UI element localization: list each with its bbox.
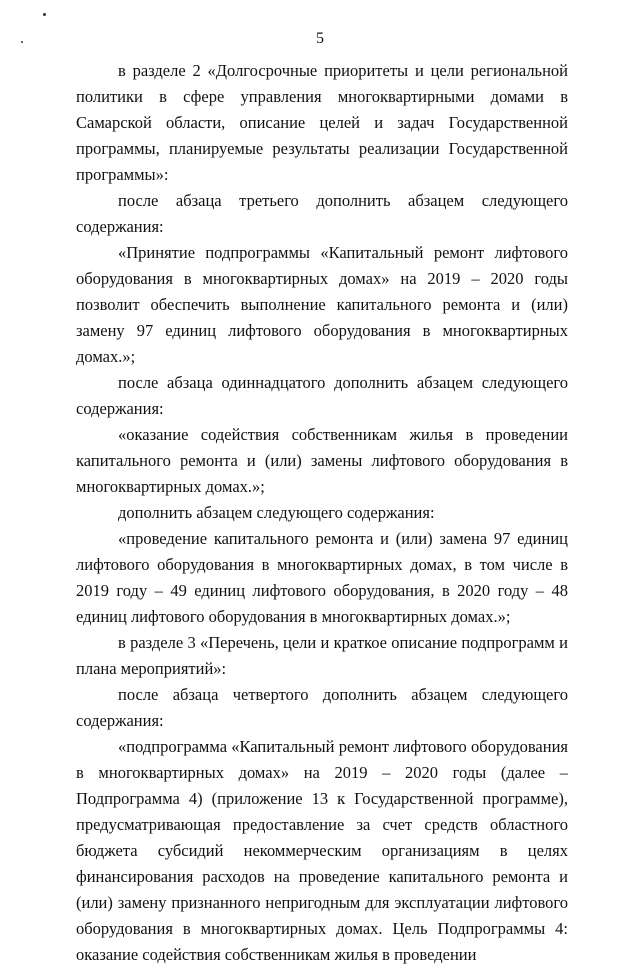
paragraph: «подпрограмма «Капитальный ремонт лифтового оборудования в многоквартирных домах» на 2019 – 2020 годы (далее – Подпрограмма 4) (приложение 13 к Государственной программе), предусматривающая предоставление за счет средств областного бюджета субсидий некоммерческим организациям в целях финансирования расходов на проведение капитального ремонта и (или) замену признанного непригодным для эксплуатации лифтового оборудования в многоквартирных домах. Цель Подпрограммы 4: оказание содействия собственникам жилья в проведении bbox=[76, 737, 568, 964]
paragraph: дополнить абзацем следующего содержания: bbox=[118, 503, 435, 522]
scan-speck bbox=[43, 13, 46, 16]
paragraph: после абзаца четвертого дополнить абзацем следующего содержания: bbox=[76, 685, 568, 730]
paragraph: «Принятие подпрограммы «Капитальный ремонт лифтового оборудования в многоквартирных домах» на 2019 – 2020 годы позволит обеспечить выполнение капитального ремонта и (или) замену 97 единиц лифтового оборудования в многоквартирных домах.»; bbox=[76, 243, 568, 366]
paragraph: в разделе 3 «Перечень, цели и краткое описание подпрограмм и плана мероприятий»: bbox=[76, 633, 568, 678]
paragraph: «проведение капитального ремонта и (или) замена 97 единиц лифтового оборудования в многоквартирных домах, в том числе в 2019 году – 49 единиц лифтового оборудования, в 2020 году – 48 единиц лифтового оборудования в многоквартирных домах.»; bbox=[76, 529, 568, 626]
paragraph: «оказание содействия собственникам жилья в проведении капитального ремонта и (или) замены лифтового оборудования в многоквартирных домах.»; bbox=[76, 425, 568, 496]
paragraph: в разделе 2 «Долгосрочные приоритеты и цели региональной политики в сфере управления многоквартирными домами в Самарской области, описание целей и задач Государственной программы, планируемые результаты реализации Государственной программы»: bbox=[76, 61, 568, 184]
page-number: 5 bbox=[316, 30, 324, 47]
paragraph: после абзаца одиннадцатого дополнить абзацем следующего содержания: bbox=[76, 373, 568, 418]
paragraph: после абзаца третьего дополнить абзацем следующего содержания: bbox=[76, 191, 568, 236]
document-body bbox=[76, 58, 568, 968]
